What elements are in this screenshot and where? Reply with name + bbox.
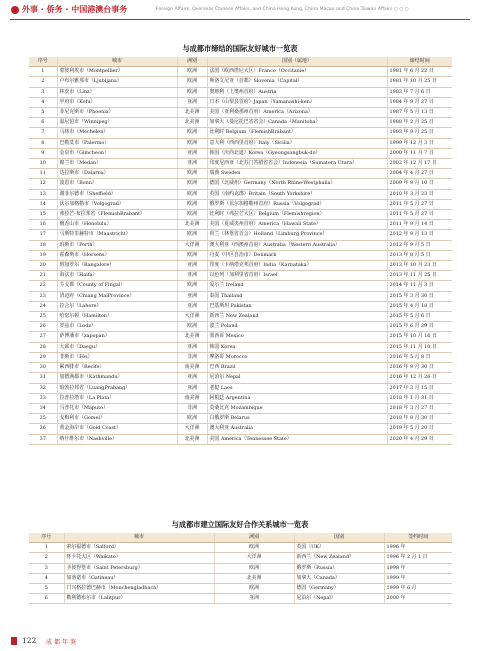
table-cell: 26 [29, 322, 57, 332]
table-cell: 老挝 Laos [207, 383, 387, 393]
table-cell: 2015 年 6 月 29 日 [387, 322, 452, 332]
table-cell: 爱尔兰 Ireland [207, 281, 387, 291]
table-cell: 新西兰（New Zealand） [294, 553, 384, 563]
table-cell: 奥地利（上奥州首府）Austria [207, 87, 387, 97]
column-header: 缔结时间 [387, 57, 452, 67]
table-row [29, 87, 452, 97]
table-cell: 1981 年 10 月 25 日 [387, 77, 452, 87]
table-cell: 2000 年 11 月 7 日 [387, 148, 452, 158]
table-row [29, 342, 452, 352]
table-cell: 美国（夏威夷州首府）America（Hawaii State） [207, 220, 387, 230]
table-row [29, 250, 452, 260]
table-cell: 欧洲 [177, 169, 207, 179]
table-cell: 2019 年 5 月 20 日 [387, 424, 452, 434]
column-header: 洲别 [177, 57, 207, 67]
table-cell: 欧洲 [177, 230, 207, 240]
table-cell: 5 [29, 584, 64, 594]
column-header: 序号 [29, 533, 64, 543]
table-cell: 谢菲尔德市（Sheffield） [57, 189, 177, 199]
column-header: 城市 [57, 57, 177, 67]
table-row [29, 261, 452, 271]
table-cell: 2009 年 9 月 10 日 [387, 179, 452, 189]
table-header-row [29, 533, 452, 543]
table-cell: 2015 年 11 月 10 日 [387, 342, 452, 352]
table-cell: 俄罗斯（伏尔加格勒州首府）Russia（Volgograd） [207, 199, 387, 209]
table-cell: 6 [29, 118, 57, 128]
table-cell: 1984 年 9 月 27 日 [387, 97, 452, 107]
table-cell: 2 [29, 553, 64, 563]
table-cell: 2018 年 3 月 27 日 [387, 403, 452, 413]
table-cell: 31 [29, 373, 57, 383]
table-cell: 2018 年 1 月 31 日 [387, 393, 452, 403]
table-cell: 欧洲 [177, 199, 207, 209]
table-cell: 英国（南约克郡）Britain（South Yorkshire） [207, 189, 387, 199]
table-cell: 1988 年 2 月 25 日 [387, 118, 452, 128]
table-cell: 16 [29, 220, 57, 230]
table-row [29, 594, 452, 604]
table-cell: 5 [29, 108, 57, 118]
table-cell: 1983 年 7 月 6 日 [387, 87, 452, 97]
table-cell: 加蒂诺市（Gatineau） [64, 573, 214, 583]
table-cell: 韩国（庆尚北道）Korea（Gyeongsangbuk-do） [207, 148, 387, 158]
table-cell: 亚洲 [177, 383, 207, 393]
table-cell: 10 [29, 159, 57, 169]
table-row [29, 291, 452, 301]
table-cell: 2016 年 12 月 26 日 [387, 373, 452, 383]
table-cell: 亚洲 [177, 159, 207, 169]
section-subtitle: Foreign Affairs, Overseas Chinese Affairs, and China Hong Kong, China Macao and China Taiwan Affairs ○ ○ ○ [156, 7, 409, 12]
table-row [29, 118, 452, 128]
table-cell: 欧洲 [177, 414, 207, 424]
table-cell: 勒利德布尔市（Lalitpur） [64, 594, 214, 604]
table-cell: 马林市（Mechelen） [57, 128, 177, 138]
table-cell: 11 [29, 169, 57, 179]
table-cell: 亚洲 [177, 148, 207, 158]
table-cell: 伏尔加格勒市（Volgograd） [57, 199, 177, 209]
table-row [29, 434, 452, 444]
section-bullet-icon [11, 6, 19, 14]
page-number: 122 [22, 636, 37, 645]
footer-marker-icon [11, 637, 17, 645]
table-cell: 大洋洲 [177, 424, 207, 434]
table-cell: 马普托市（Maputo） [57, 403, 177, 413]
table-cell: 32 [29, 383, 57, 393]
table-cell: 瑞典 Sweden [207, 169, 387, 179]
table-cell: 37 [29, 434, 57, 444]
table-cell: 2015 年 4 月 18 日 [387, 301, 452, 311]
table-cell: 2016 年 5 月 8 日 [387, 352, 452, 362]
table-cell: 拉普拉塔市（La Plata） [57, 393, 177, 403]
table-cell: 印度（卡纳塔克邦首府）India（Karnataka） [207, 261, 387, 271]
table-cell: 温尼伯市（Winnipeg） [57, 118, 177, 128]
table-cell: 尼泊尔 Nepal [207, 373, 387, 383]
table-cell: 25 [29, 312, 57, 322]
table-cell: 北美洲 [177, 332, 207, 342]
table-cell: 荷兰（林堡省首会）Holland（Limburg Province） [207, 230, 387, 240]
table-row [29, 563, 452, 573]
table-cell: 新西兰 New Zealand [207, 312, 387, 322]
table-row [29, 148, 452, 158]
table-row [29, 220, 452, 230]
table-row [29, 189, 452, 199]
column-header: 序号 [29, 57, 57, 67]
table-cell: 1996 年 2 月 1 日 [384, 553, 452, 563]
table-cell: 加拿大（曼尼托巴省省会）Canada（Manitoba） [207, 118, 387, 128]
table-cell: 欧洲 [177, 87, 207, 97]
table-cell: 34 [29, 403, 57, 413]
table-cell: 3 [29, 87, 57, 97]
table-cell: 29 [29, 352, 57, 362]
table-row [29, 352, 452, 362]
table-row [29, 169, 452, 179]
table-cell: 菲尼克斯市（Phoenix） [57, 108, 177, 118]
table-cell: 泰国 Thailand [207, 291, 387, 301]
table-row [29, 271, 452, 281]
table-cell: 2015 年 10 月 16 日 [387, 332, 452, 342]
table-row [29, 373, 452, 383]
table-cell: 比利时 Belgium（FlemishBrabant） [207, 128, 387, 138]
column-header: 洲别 [214, 533, 294, 543]
table-cell: 达拉斯市（Dalarna） [57, 169, 177, 179]
section-title: 外事 · 侨务 · 中国港澳台事务 [22, 5, 128, 14]
table-cell: 4 [29, 97, 57, 107]
table-cell: 澳大利亚 Australia [207, 424, 387, 434]
table-row [29, 414, 452, 424]
table-cell: 4 [29, 573, 64, 583]
table-cell: 摩洛哥 Morocco [207, 352, 387, 362]
table-cell: 大洋洲 [177, 312, 207, 322]
table-cell: 13 [29, 189, 57, 199]
table-cell: 2011 年 9 月 14 日 [387, 220, 452, 230]
table-cell: 哈密尔顿（Hamilton） [57, 312, 177, 322]
table-cell: 大洋洲 [177, 240, 207, 250]
table-row [29, 584, 452, 594]
table-cell: 欧洲 [177, 210, 207, 220]
table-cell: 日本（山梨县首府）Japan（Yamanashi-ken） [207, 97, 387, 107]
table-cell: 23 [29, 291, 57, 301]
table-cell: 1 [29, 67, 57, 77]
table-cell: 清迈府（Chiang MaiProvince） [57, 291, 177, 301]
table-cell: 金泉市（Gimcheon） [57, 148, 177, 158]
table-cell: 戈梅利市（Gomel） [57, 414, 177, 424]
partner-cities-table [29, 533, 452, 604]
table-cell: 2015 年 5 月 6 日 [387, 312, 452, 322]
table-cell: 美国（亚利桑那州首府）America（Arizona） [207, 108, 387, 118]
table-cell: 欧洲 [177, 281, 207, 291]
table-cell: 德国（Germany） [294, 584, 384, 594]
table-cell: 法国（欧西塔尼大区）France（Occitanie） [207, 67, 387, 77]
table-cell: 非斯市（Fès） [57, 352, 177, 362]
table-cell: 1998 年 [384, 563, 452, 573]
table-cell: 亚洲 [177, 261, 207, 271]
table-cell: 索尔福德市（Salford） [64, 543, 214, 553]
table-cell: 卢布尔雅那市（Ljubljana） [57, 77, 177, 87]
table-cell: 欧洲 [177, 250, 207, 260]
table-row [29, 67, 452, 77]
table-cell: 2013 年 10 月 23 日 [387, 261, 452, 271]
table-cell: 拉合尔（Lahore） [57, 301, 177, 311]
table-cell: 2013 年 11 月 25 日 [387, 271, 452, 281]
table-cell: 美国 America（Tennessee State） [207, 434, 387, 444]
table-row [29, 97, 452, 107]
table-cell: 2011 年 5 月 27 日 [387, 199, 452, 209]
column-header: 城市 [64, 533, 214, 543]
table-cell: 2014 年 11 月 3 日 [387, 281, 452, 291]
table-cell: 欧洲 [177, 179, 207, 189]
table-row [29, 230, 452, 240]
table-cell: 波兰 Poland [207, 322, 387, 332]
table-cell: 18 [29, 240, 57, 250]
table-cell: 33 [29, 393, 57, 403]
table-cell: 巴西 Brazil [207, 363, 387, 373]
table-cell: 1981 年 6 月 22 日 [387, 67, 452, 77]
table-row [29, 403, 452, 413]
table-cell: 黄金海岸市（Gold Coast） [57, 424, 177, 434]
table-cell: 亚洲 [177, 291, 207, 301]
table-cell: 以色列（加利里省首府）Israel [207, 271, 387, 281]
table-cell: 14 [29, 199, 57, 209]
table-cell: 2000 年 [384, 594, 452, 604]
table-row [29, 553, 452, 563]
table-cell: 韩国 Korea [207, 342, 387, 352]
table-cell: 3 [29, 563, 64, 573]
table-cell: 巴基斯坦 Pakistan [207, 301, 387, 311]
table-cell: 北美洲 [177, 118, 207, 128]
table-cell: 21 [29, 271, 57, 281]
table-cell: 印度尼西亚（北苏门答腊省省会）Indonesia（Sumatera Utara） [207, 159, 387, 169]
table-cell: 加德满都市（Kathmandu） [57, 373, 177, 383]
table-cell: 非洲 [177, 352, 207, 362]
table-cell: 2011 年 5 月 27 日 [387, 210, 452, 220]
table-cell: 亚洲 [177, 97, 207, 107]
table-cell: 巴勒莫市（Palermo） [57, 138, 177, 148]
table-cell: 琅勃拉邦省（LuangPrabang） [57, 383, 177, 393]
table-cell: 2020 年 4 月 29 日 [387, 434, 452, 444]
table-cell: 意大利（西西里首府）Italy（Sicilia） [207, 138, 387, 148]
table-cell: 20 [29, 261, 57, 271]
table-cell: 欧洲 [214, 563, 294, 573]
table-cell: 17 [29, 230, 57, 240]
table-row [29, 363, 452, 373]
table-cell: 2017 年 3 月 15 日 [387, 383, 452, 393]
table-row [29, 332, 452, 342]
table-cell: 亚洲 [177, 373, 207, 383]
table-cell: 27 [29, 332, 57, 342]
table-cell: 欧洲 [177, 189, 207, 199]
table-row [29, 128, 452, 138]
table-cell: 比利时（弗拉芒大区）Belgium（Flemishregion） [207, 210, 387, 220]
table-cell: 12 [29, 179, 57, 189]
table-cell: 澳大利亚（西澳州首府）Australia（Western Australia） [207, 240, 387, 250]
table-cell: 莫桑比克 Mozambique [207, 403, 387, 413]
table-cell: 加拿大（Canada） [294, 573, 384, 583]
table-cell: 2012 年 9 月 13 日 [387, 230, 452, 240]
table-cell: 甲府市（Kofu） [57, 97, 177, 107]
table-cell: 萨博潘市（zapopan） [57, 332, 177, 342]
table-row [29, 383, 452, 393]
table-cell: 28 [29, 342, 57, 352]
table-cell: 南美洲 [177, 363, 207, 373]
table-cell: 欧洲 [214, 543, 294, 553]
table-cell: 非洲 [177, 403, 207, 413]
table-row [29, 543, 452, 553]
table-cell: 1993 年 9 月 25 日 [387, 128, 452, 138]
table-cell: 6 [29, 594, 64, 604]
table-cell: 8 [29, 138, 57, 148]
table-row [29, 159, 452, 169]
table-row [29, 108, 452, 118]
table-cell: 1999 年 12 月 3 日 [387, 138, 452, 148]
table-row [29, 199, 452, 209]
header-rule [10, 19, 470, 20]
table-cell: 2013 年 8 月 5 日 [387, 250, 452, 260]
table-cell: 15 [29, 210, 57, 220]
table-cell: 1 [29, 543, 64, 553]
table-cell: 门兴格拉德巴赫市（Monchengladbach） [64, 584, 214, 594]
table-header-row [29, 57, 452, 67]
table-row [29, 301, 452, 311]
table-row [29, 573, 452, 583]
table-row [29, 210, 452, 220]
table-cell: 芬戈郡（County of Fingal） [57, 281, 177, 291]
table-cell: 9 [29, 148, 57, 158]
table-cell: 欧洲 [177, 128, 207, 138]
table-cell: 丹麦（中区自治市）Denmark [207, 250, 387, 260]
table-cell: 怀卡托大区（Waikato） [64, 553, 214, 563]
table-cell: 35 [29, 414, 57, 424]
table-cell: 亚洲 [177, 342, 207, 352]
table2-caption: 与成都市建立国际友好合作关系城市一览表 [171, 520, 309, 529]
table-row [29, 138, 452, 148]
table-cell: 北美洲 [214, 573, 294, 583]
table-cell: 蒙彼利埃市（Montpellier） [57, 67, 177, 77]
table-cell: 班加罗尔（Bangalore） [57, 261, 177, 271]
table-cell: 7 [29, 128, 57, 138]
table-cell: 北美洲 [177, 434, 207, 444]
table-cell: 19 [29, 250, 57, 260]
table-cell: 尼泊尔（Nepal） [294, 594, 384, 604]
sister-cities-table [29, 57, 452, 445]
column-header: 国别 [294, 533, 384, 543]
table-cell: 波恩市（Bonn） [57, 179, 177, 189]
table-cell: 36 [29, 424, 57, 434]
table-row [29, 240, 452, 250]
table-row [29, 322, 452, 332]
table-cell: 德国（北威州）Germany（North Rhine-Westphalia） [207, 179, 387, 189]
table-cell: 2015 年 3 月 30 日 [387, 291, 452, 301]
table-cell: 大邱市（Daegu） [57, 342, 177, 352]
column-header: 国别（属地） [207, 57, 387, 67]
table-cell: 弗拉芒-布拉邦省（FlemishBrabant） [57, 210, 177, 220]
table-cell: 欧洲 [177, 67, 207, 77]
table-cell: 2002 年 12 月 17 日 [387, 159, 452, 169]
table-cell: 白俄罗斯 Belarus [207, 414, 387, 424]
table-cell: 墨西哥 Mexico [207, 332, 387, 342]
table-cell: 2012 年 9 月 5 日 [387, 240, 452, 250]
table-row [29, 179, 452, 189]
table-cell: 欧洲 [177, 77, 207, 87]
table-cell: 北美洲 [177, 220, 207, 230]
table-cell: 罗兹市（Lodz） [57, 322, 177, 332]
table-cell: 北美洲 [177, 108, 207, 118]
table-cell: 2 [29, 77, 57, 87]
table-cell: 英国（UK） [294, 543, 384, 553]
table-cell: 阿根廷 Argentina [207, 393, 387, 403]
table-cell: 2010 年 3 月 23 日 [387, 189, 452, 199]
table-row [29, 281, 452, 291]
table-row [29, 312, 452, 322]
table-cell: 马斯特里赫特市（Maastricht） [57, 230, 177, 240]
table-cell: 亚洲 [177, 301, 207, 311]
table-row [29, 424, 452, 434]
table-row [29, 77, 452, 87]
table-cell: 1999 年 6 月 [384, 584, 452, 594]
table-cell: 24 [29, 301, 57, 311]
table-cell: 30 [29, 363, 57, 373]
table-cell: 欧洲 [214, 584, 294, 594]
table-cell: 累西腓市（Recife） [57, 363, 177, 373]
table-cell: 欧洲 [177, 138, 207, 148]
table-cell: 欧洲 [177, 322, 207, 332]
table-cell: 圣彼得堡市（Saint Petersburg） [64, 563, 214, 573]
table-cell: 2016 年 9 月 30 日 [387, 363, 452, 373]
table-cell: 林茨市（Linz） [57, 87, 177, 97]
table-cell: 亚洲 [177, 271, 207, 281]
table-cell: 2018 年 8 月 30 日 [387, 414, 452, 424]
table-cell: 俄罗斯（Russia） [294, 563, 384, 573]
table1-caption: 与成都市缔结的国际友好城市一览表 [182, 44, 298, 53]
table-cell: 2004 年 4 月 27 日 [387, 169, 452, 179]
table-cell: 棉兰市（Medan） [57, 159, 177, 169]
table-cell: 大洋洲 [214, 553, 294, 563]
table-cell: 1987 年 5 月 13 日 [387, 108, 452, 118]
table-cell: 珀斯市（Perth） [57, 240, 177, 250]
yearbook-brand: 成都年鉴 [46, 639, 79, 646]
page-header [0, 0, 480, 20]
table-cell: 亚洲 [214, 594, 294, 604]
table-cell: 海法市（Haifa） [57, 271, 177, 281]
table-cell: 1996 年 [384, 543, 452, 553]
table-cell: 斯洛文尼亚（首都）Slovenia（Capital） [207, 77, 387, 87]
table-cell: 纳什维尔市（Nashville） [57, 434, 177, 444]
table-cell: 霍森斯市（Horsens） [57, 250, 177, 260]
column-header: 签约时间 [384, 533, 452, 543]
table-row [29, 393, 452, 403]
table-cell: 南美洲 [177, 393, 207, 403]
table-cell: 22 [29, 281, 57, 291]
table-cell: 1999 年 [384, 573, 452, 583]
table-cell: 檀香山市（Honolulu） [57, 220, 177, 230]
